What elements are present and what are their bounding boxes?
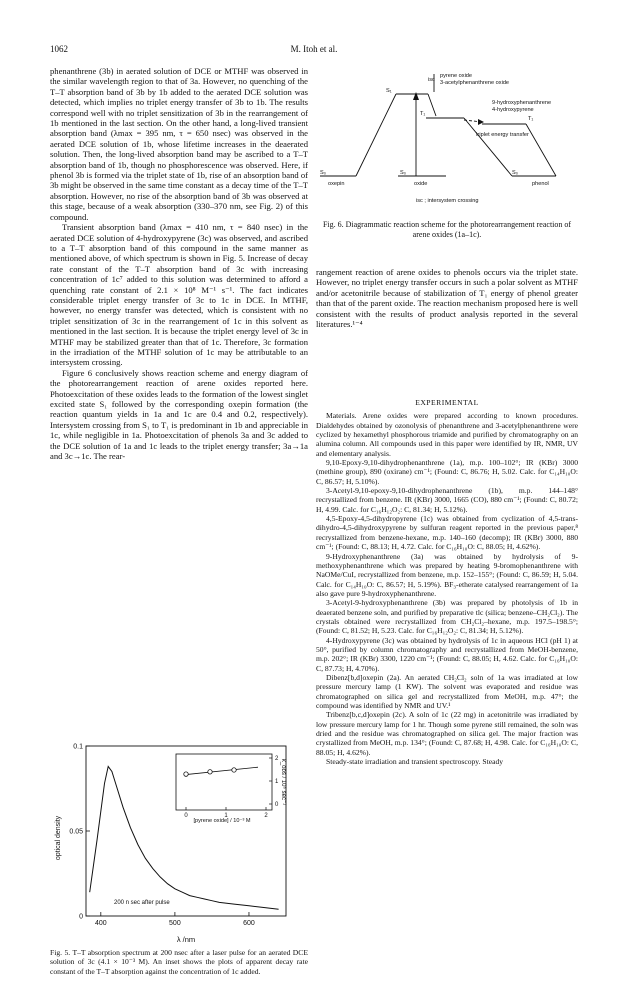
figure-5-caption: Fig. 5. T–T absorption spectrum at 200 nsec after a laser pulse for an aerated DCE solution of 3c (4.1 × 10⁻³ M). An inset shows the plots of apparent decay rate constant of the T–T absorption against the concentration of 1c added.: [50, 948, 308, 976]
tt-absorption-chart: [50, 738, 308, 946]
inset-y-tick-label: 2: [275, 756, 279, 762]
label-hydroxyphenanthrene: 9-hydroxyphenanthrene: [492, 100, 552, 106]
section-heading: EXPERIMENTAL: [415, 398, 479, 407]
inset-y-tick-label: 1: [275, 779, 279, 785]
inset-y-tick-label: 0: [275, 802, 279, 808]
inset-x-tick-label: 0: [184, 813, 188, 819]
paragraph: 3-Acetyl-9,10-epoxy-9,10-dihydrophenanthrene (1b), m.p. 144–148° recrystallized from benzene. IR (KBr) 3000, 1665 (CO), 880 cm⁻¹; (Found: C, 80.72; H, 4.99. Calc. for C₁₆H₁₂O₂: C, 81.34; H, 5.12%).: [316, 486, 578, 514]
label-acetylphenanthrene-oxide: 3-acetylphenanthrene oxide: [440, 80, 510, 86]
label-oxepin: oxepin: [328, 181, 345, 187]
inset-data-point: [208, 770, 212, 774]
right-column-text: [316, 267, 578, 329]
left-column-text: [50, 66, 308, 461]
x-tick-label: 500: [169, 920, 181, 927]
inset-data-point: [184, 772, 188, 776]
inset-data-point: [232, 768, 236, 772]
paragraph: Figure 6 conclusively shows reaction scheme and energy diagram of the photorearrangement reaction of arene oxides reported here. Photoexcitation of these oxides leads to the formation of the lowest singlet excited state S₁ followed by the corresponding oxepin formation (the reaction quantum yields in 1a and 1c are 0.4 and 0.2, respectively). Intersystem crossing from S₁ to T₁ is predominant in 1b and appreciable in 1c, while negligible in 1a. Photoexcitation of phenols 3a and 3c added to the DCE solution of 1a and 1c leads to the triplet energy transfer; 3a→1a and 3c→1c. The rear-: [50, 367, 308, 462]
inset-frame: [176, 754, 272, 810]
label-hydroxypyrene: 4-hydroxypyrene: [492, 107, 534, 113]
y-axis-label: optical density: [55, 815, 62, 861]
y-tick-label: 0.1: [73, 743, 83, 751]
figure-5: [50, 738, 308, 1002]
running-head-authors: M. Itoh et al.: [290, 44, 338, 54]
label-t1-right: T₁: [528, 116, 534, 122]
energy-diagram: [316, 68, 578, 218]
paragraph: 3-Acetyl-9-hydroxyphenanthrene (3b) was prepared by photolysis of 1b in deaerated benzene soln, and purified by preparative tlc (silica; benzene–CH₂Cl₂). The crystals obtained were recrystallized from CH₂Cl₂–hexane, m.p. 197.5–198.5°; (Found: C, 81.52; H, 5.23. Calc. for C₁₆H₁₂O₂: C, 81.34; H, 5.12%).: [316, 598, 578, 636]
figure-6: [316, 68, 578, 238]
label-pyrene-oxide: pyrene oxide: [440, 73, 473, 79]
paragraph: rangement reaction of arene oxides to phenols occurs via the triplet state. However, no triplet energy transfer occurs in such a polar solvent as MTHF and/or acetonitrile because of stabilization of T₁ energy of phenol greater than that of the parent oxide. The reaction mechanism proposed here is well consistent with the results of product analysis reported in the several literatures.¹⁻⁴: [316, 267, 578, 330]
paragraph: 9-Hydroxyphenanthrene (3a) was obtained by hydrolysis of 9-methoxyphenanthrene which was prepared by heating 9-bromophenanthrene with NaOMe/CuI, recrystallized from benzene, m.p. 152–155°; (Found: C, 86.59; H, 5.04. Calc. for C₁₄H₁₀O: C, 86.57; H, 5.19%). BF₃-etherate catalysed rearrangement of 1a also gave pure 9-hydroxyphenanthrene.: [316, 551, 578, 598]
paragraph: phenanthrene (3b) in aerated solution of DCE or MTHF was observed in the similar wavelength region to that of 3a. However, no quenching of the T–T absorption band of 3b by 1b added to the aerated DCE solution was detected, which implies no triplet energy transfer of 3b to 1b. The results correspond well with no triplet sensitization of 3b in the rearrangement of 1b mentioned in the last section. On the other hand, a long-lived transient absorption band (λmax = 395 nm, τ = 650 nsec) was observed in the aerated DCE solution of 1b, whose lifetime increases in the deaerated solution. Then, the long-lived absorption band may be ascribed to a T–T absorption band of 1b, though no phosphorescence was observed. Here, if phenol 3b is formed via the triplet state of 1b, rise of an absorption band of 3b might be observed in the same time constant as a decay time of the T–T absorption. However, no rise of the absorption band of 3b was observed at this stage, because of a weak absorption (330–370 nm, see Fig. 2) of this compound.: [50, 66, 308, 222]
label-s0-oxide: S₀: [400, 170, 407, 176]
label-s0-oxepin: S₀: [320, 170, 327, 176]
paragraph: 4-Hydroxypyrene (3c) was obtained by hydrolysis of 1c in aqueous HCl (pH 1) at 50°, purified by column chromatography and recrystallized from MeOH-benzene, m.p. 202°; IR (KBr) 3300, 1220 cm⁻¹; (Found: C, 88.05; H, 4.62. Calc. for C₁₆H₁₀O: C, 87.73; H, 4.70%).: [316, 635, 578, 673]
x-tick-label: 400: [94, 920, 107, 927]
label-oxide: oxide: [414, 181, 428, 187]
label-isc-note: isc ; intersystem crossing: [416, 198, 479, 204]
page-number: 1062: [50, 44, 68, 54]
inset-y-label: k_obs / 10⁶ sec⁻¹: [280, 758, 286, 806]
label-isc: isc: [428, 77, 435, 83]
paragraph: Steady-state irradiation and transient spectroscopy. Steady: [326, 757, 504, 767]
paragraph: Materials. Arene oxides were prepared according to known procedures. Dialdehydes obtained by ozonolysis of phenanthrene and 3-acetylphenanthrene were cyclized by hexamethyl phosphorous triamide and purified by chromatography on an alumina column. All compounds used in this paper were identified by IR, NMR, UV and elementary analysis.: [316, 411, 578, 458]
pulse-annotation: 200 n sec after pulse: [114, 900, 170, 906]
y-tick-label: 0: [79, 913, 83, 921]
paragraph: Transient absorption band (λmax = 410 nm, τ = 840 nsec) in the aerated DCE solution of 4-hydroxypyrene (3c) was observed, and ascribed to a T–T absorption band of this compound in the same manner as mentioned above, of which spectrum is shown in Fig. 5. Increase of decay rate constant of the T–T absorption band of 3c with increasing concentration of 1c⁷ added to this solution was determined to afford a quenching rate constant of 2.1 × 10⁸ M⁻¹ s⁻¹. The fact indicates considerable triplet energy transfer of 3c to 1c in DCE. In MTHF, however, no energy transfer was detected, which is consistent with no triplet sensitization of 3c in the rearrangement of 1c in this solvent as mentioned in the last section. It is because the triplet energy level of 3c in MTHF may be stabilized greater than that of 1c. Therefore, 3c formation in the irradiation of the MTHF solution of 1c may be attributable to an intersystem crossing.: [50, 222, 308, 368]
experimental-section: [316, 398, 578, 766]
label-s1: S₁: [386, 88, 392, 94]
figure-6-caption: Fig. 6. Diagrammatic reaction scheme for the photorearrangement reaction of arene oxides (1a–1c).: [322, 220, 572, 239]
inset-x-tick-label: 2: [264, 813, 268, 819]
inset-x-label: [pyrene oxide] / 10⁻³ M: [193, 818, 251, 824]
inset-x-tick-label: 1: [224, 813, 228, 819]
label-phenol: phenol: [532, 181, 549, 187]
label-t1-left: T₁: [420, 111, 426, 117]
absorption-spectrum-line: [90, 766, 279, 909]
page-header: [50, 44, 578, 58]
x-tick-label: 600: [243, 920, 255, 927]
paragraph: Dibenz[b,d]oxepin (2a). An aerated CH₂Cl₂ soln of 1a was irradiated at low pressure mercury lamp (1 KW). The solvent was evaporated and residue was chromatographed on silica gel and recrystallized from MeOH, m.p. 47°; the compound was identified by NMR and UV.¹: [316, 672, 578, 710]
paragraph: Tribenz[b,c,d]oxepin (2c). A soln of 1c (22 mg) in acetonitrile was irradiated by low pressure mercury lamp for 1 hr. Though some pyrene still remained, the soln was dried and the residue was chromatographed on silica gel. The major fraction was crystallized from MeOH, m.p. 134°; (Found: C, 87.68; H, 4.98. Calc. for C₁₆H₁₀O: C, 88.05; H, 4.62%).: [316, 710, 578, 757]
x-axis-label: λ /nm: [176, 935, 196, 944]
y-tick-label: 0.05: [69, 828, 83, 836]
label-triplet-transfer: triplet energy transfer: [476, 132, 529, 138]
inset-fit-line: [186, 767, 258, 774]
paragraph: 9,10-Epoxy-9,10-dihydrophenanthrene (1a), m.p. 100–102°; IR (KBr) 3000 (methine group), 890 (oxirane) cm⁻¹; (Found: C, 86.76; H, 5.02. Calc. for C₁₄H₁₀O: C, 86.57; H, 5.10%).: [316, 458, 578, 486]
label-s0-phenol: S₀: [512, 170, 519, 176]
paragraph: 4,5-Epoxy-4,5-dihydropyrene (1c) was obtained from cyclization of 4,5-trans-dihydro-4,5-dihydroxypyrene by sulfuran reagent reported in the previous paper,⁸ recrystallized from benzene-hexane, m.p. 140–160 (decomp); IR (KBr) 3000, 880 cm⁻¹; (Found: C, 88.13; H, 4.72. Calc. for C₁₆H₁₀O: C, 88.05; H, 4.62%).: [316, 514, 578, 552]
